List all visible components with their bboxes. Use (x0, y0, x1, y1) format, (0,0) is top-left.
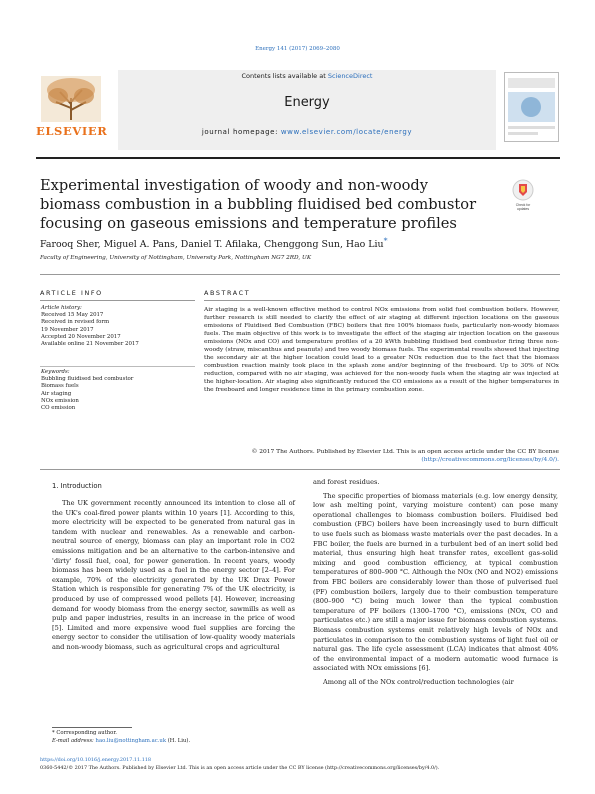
keyword: Air staging (41, 390, 72, 397)
affiliation: Faculty of Engineering, University of Nottingham, University Park, Nottingham NG7 2RD, UK (40, 255, 312, 261)
corresponding-author-mark[interactable]: * (383, 236, 388, 245)
footnote-divider (52, 727, 132, 728)
license-link[interactable]: (http://creativecommons.org/licenses/by/4.0/). (421, 457, 559, 463)
homepage-prefix: journal homepage: (201, 128, 281, 136)
author-names: Farooq Sher, Miguel A. Pans, Daniel T. Afilaka, Chenggong Sun, Hao Liu (40, 239, 384, 251)
email-suffix: (H. Liu). (166, 738, 191, 744)
keywords-label: Keywords: (41, 369, 70, 375)
keywords (41, 369, 191, 412)
check-for-updates-icon[interactable] (508, 178, 538, 212)
article-title: Experimental investigation of woody and non-woody biomass combustion in a bubbling fluidised bed combustor focusing on gaseous emissions and temperature profiles (40, 177, 477, 232)
journal-title[interactable]: Energy (284, 95, 330, 110)
elsevier-wordmark[interactable]: ELSEVIER (36, 124, 108, 138)
divider (204, 300, 560, 301)
keyword: NOx emission (41, 397, 79, 404)
article-info-heading: ARTICLE INFO (40, 289, 103, 297)
author-list (40, 236, 540, 250)
contents-available-line (118, 72, 496, 80)
body-paragraph: The UK government recently announced its intention to close all of the UK's coal-fired power plants within 10 years [1]. According to this, more electricity will be expected to be generated from natural gas in tandem with nuclear and renewables. As a renewable and carbon-neutral source of energy, biomass can play an important role in CO2 emissions mitigation and be an alternative to the carbon-intensive and 'dirty' fossil fuel, coal, for power generation. In recent years, woody biomass has been widely used as a fuel in the energy sector [2–4]. For example, 70% of the electricity generated by the UK Drax Power Station which is responsible for generating 7% of the UK electricity, is produced by use of compressed wood pellets [4]. However, increasing demand for woody biomass from the energy sector, sawmills as well as pulp and paper industries, results in an increase in the price of wood [5]. Limited and more expensive wood fuel supplies are forcing the energy sector to consider the utilisation of low-quality woody materials and non-woody biomass, such as agricultural crops and agricultural (52, 499, 295, 651)
contents-prefix: Contents lists available at (241, 72, 328, 80)
keyword: Bubbling fluidised bed combustor (41, 376, 134, 383)
homepage-link[interactable]: www.elsevier.com/locate/energy (280, 128, 413, 136)
body-paragraph: The specific properties of biomass materials (e.g. low energy density, low ash melting point, varying moisture content) can pose many operational challenges to biomass combustion boilers. Fluidised bed combustion (FBC) boilers have been increasingly used to burn difficult to use fuels such as biomass waste materials over the past decades. In a FBC boiler, the fuels are burned in a turbulent bed of an inert solid bed material, thus ensuring high heat transfer rates, excellent gas-solid mixing and good combustion efficiency, at typical combustion temperatures of 800–900 °C. Although the NOx (NO and NO2) emissions from FBC boilers are considerably lower than those of pulverised fuel (PF) combustion boilers, largely due to their combustion temperature (800–900 °C) being much lower than the typical combustion temperature of PF boilers (1300–1700 °C), emissions (NOx, CO and particulates etc.) are still a major issue for biomass combustion systems. Biomass combustion systems emit relatively high levels of NOx and particulates in comparison to the combustion systems of light fuel oil or natural gas. The life cycle assessment (LCA) indicates that almost 40% of the environmental impact of a modern automatic wood furnace is associated with NOx emissions [6]. (313, 491, 558, 673)
body-paragraph: Among all of the NOx control/reduction technologies (air (323, 677, 514, 686)
divider (40, 274, 560, 275)
history-item: Received in revised form (41, 319, 110, 326)
copyright-text: © 2017 The Authors. Published by Elsevier Ltd. This is an open access article under the CC BY license (251, 449, 559, 455)
divider (40, 366, 195, 367)
sciencedirect-link[interactable]: ScienceDirect (327, 72, 373, 80)
svg-text:updates: updates (516, 207, 530, 211)
body-column-left (52, 499, 295, 653)
keyword: CO emission (41, 405, 76, 412)
journal-header-panel (118, 70, 496, 150)
header-divider (36, 157, 560, 159)
abstract-copyright (204, 448, 559, 464)
section-heading: 1. Introduction (52, 482, 102, 490)
history-item: Available online 21 November 2017 (41, 341, 139, 348)
history-label: Article history: (41, 305, 82, 311)
journal-cover-thumbnail[interactable] (504, 72, 559, 142)
abstract-heading: ABSTRACT (204, 289, 251, 297)
citation-line[interactable]: Energy 141 (2017) 2069–2080 (255, 46, 340, 52)
email-link[interactable]: hao.liu@nottingham.ac.uk (95, 738, 167, 744)
history-item: 19 November 2017 (41, 326, 94, 333)
doi-link[interactable]: https://doi.org/10.1016/j.energy.2017.11.118 (40, 757, 152, 763)
divider (40, 469, 560, 470)
body-column-right (313, 478, 558, 687)
email-label: E-mail address: (52, 738, 96, 744)
journal-homepage-line (118, 128, 496, 136)
article-history (41, 305, 191, 348)
divider (40, 300, 195, 301)
corresponding-author-note: * Corresponding author. (52, 730, 117, 736)
body-paragraph: and forest residues. (313, 478, 380, 486)
abstract-text: Air staging is a well-known effective method to control NOx emissions from solid fuel combustion boilers. However, further research is still needed to clarify the effect of air staging at different injection locations on the gaseous emissions of Fluidised Bed Combustion (FBC) boilers that fire 100% biomass fuels, particularly non-woody biomass fuels. The main objective of this work is to investigate the effect of the staging air injection location on the gaseous emissions (NOx and CO) and temperature profiles of a 20 kWth bubbling fluidised bed combustor firing three non-woody (straw, miscanthus and peanuts) and two woody biomass fuels. The experimental results showed that injecting the secondary air at the higher location could lead to a greater NOx reduction due to the fact that the biomass combustion reaction mainly took place in the splash zone and/or beginning of the freeboard. Up to 30% of NOx reduction, compared with no air staging, was achieved for the non-woody fuels when the staging air was injected at the higher-location. Air staging also significantly reduced the CO emissions as a result of the higher temperatures in the freeboard and longer residence time in the primary combustion zone. (204, 307, 559, 393)
history-item: Received 15 May 2017 (41, 312, 104, 319)
history-item: Accepted 20 November 2017 (41, 333, 121, 340)
keyword: Biomass fuels (41, 383, 79, 390)
svg-text:Check for: Check for (515, 203, 531, 207)
email-note (52, 738, 302, 744)
issn-license-line: 0360-5442/© 2017 The Authors. Published by Elsevier Ltd. This is an open access article under the CC BY license (http://creativecommons.org/licenses/by/4.0/). (40, 765, 440, 771)
